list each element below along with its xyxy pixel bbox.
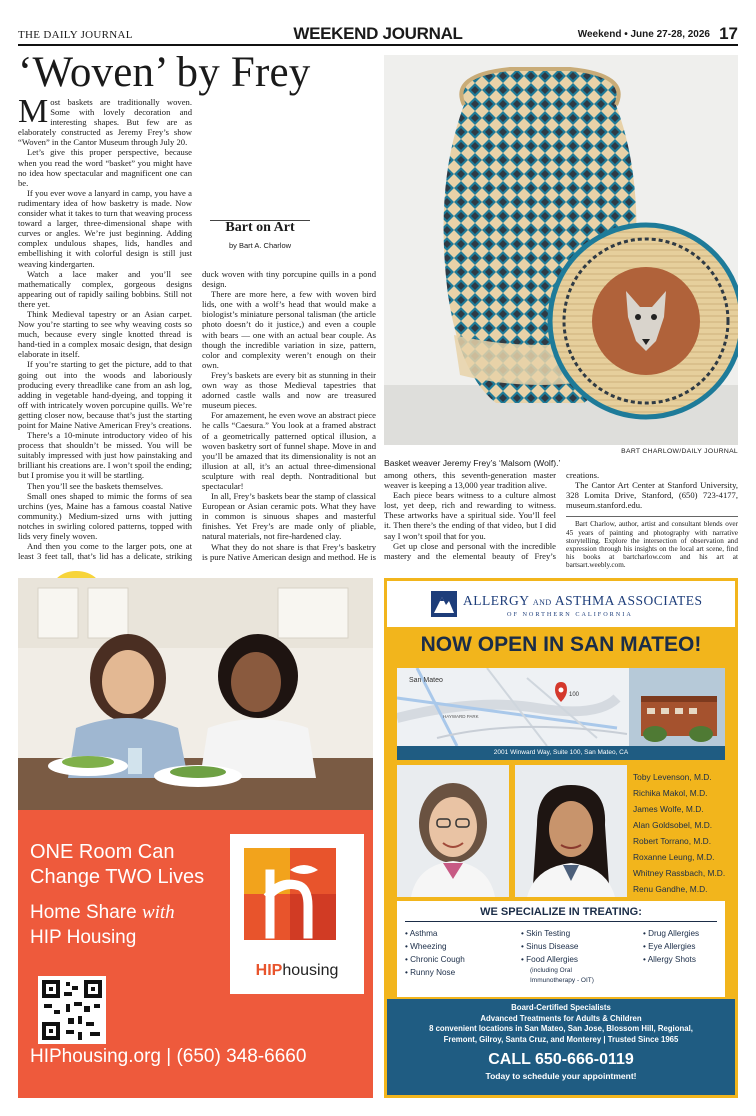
practice-subtitle: OF NORTHERN CALIFORNIA bbox=[507, 611, 633, 618]
map-label: San Mateo bbox=[409, 677, 443, 684]
treatment-item: • Food Allergies bbox=[521, 955, 579, 964]
article-paragraph: What they do not share is that Frey’s basketry is pure Native American design and method. He is bbox=[202, 541, 376, 562]
article-paragraph: The Cantor Art Center at Stanford University, 328 Lomita Drive, Stanford, (650) 723-4177, museum.stanford.edu. bbox=[566, 480, 738, 511]
hip-logo-text: HIPhousing bbox=[255, 962, 339, 979]
article-paragraph: And then you come to the larger pots, one at least 3 feet tall, that’s lid has a delicate, striking duck woven with tiny porcupine quills in a pond design. bbox=[18, 269, 376, 562]
treatment-item: • Wheezing bbox=[405, 942, 447, 951]
treatment-item: • Skin Testing bbox=[521, 929, 571, 938]
basket-illustration bbox=[384, 55, 738, 445]
column-byline: by Bart A. Charlow bbox=[228, 241, 292, 250]
call-phone-link[interactable]: CALL 650-666-0119 bbox=[488, 1051, 634, 1068]
drop-cap: M bbox=[18, 93, 49, 130]
article-paragraph: For amazement, he even wove an abstract piece he calls “Caesura.” You look at a framed abstract of a geometrically patterned optical illusion, a woven basketry sort of funnel shape. Move in and you’ll be amazed that its dimensionality is not an illusion at all, it’s an actual three-dimensional sculpture with real depth. Nontraditional but spectacular! bbox=[202, 410, 376, 491]
doctor-name: Toby Levenson, M.D. bbox=[633, 772, 712, 782]
article-paragraph: Let’s give this proper perspective, because when you read the word “basket” you might have no idea how spectacular and magnificent one can be. bbox=[18, 147, 192, 188]
article-paragraph: If you ever wove a lanyard in camp, you have a rudimentary idea of how basketry is made. Now consider what it takes to turn that weaving process toward a larger, three-dimensional shape with curves or angles. We’re just beginning. Adding complex undulous shapes, lids, handles and embellishing it with colorful design is still just weaving kindergarten. bbox=[18, 187, 192, 269]
clinic-address: 2001 Winward Way, Suite 100, San Mateo, CA bbox=[397, 746, 725, 760]
article-paragraph: There’s a 10-minute introductory video of his process that shouldn’t be missed. You will be suitably impressed with just how painstaking and brilliant his creations are. I won’t spoil the ending; but I promise you it will be startling. bbox=[18, 430, 192, 481]
treatment-list bbox=[405, 927, 515, 979]
hip-housing-ad[interactable] bbox=[18, 578, 373, 1098]
mountain-logo-icon bbox=[431, 591, 457, 617]
article-paragraph: Think Medieval tapestry or an Asian carpet. Now you’re starting to see why weaving costs so much, because every single knotted thread is hand-tied in a complex mosaic design, that design elaborate in itself. bbox=[18, 308, 192, 360]
hip-housing-logo bbox=[230, 834, 364, 994]
practice-name: ALLERGY AND ASTHMA ASSOCIATES bbox=[463, 593, 703, 608]
treatment-item: • Sinus Disease bbox=[521, 942, 579, 951]
treatment-list bbox=[643, 927, 733, 966]
treatment-item: • Eye Allergies bbox=[643, 942, 696, 951]
doctor-list bbox=[633, 769, 733, 897]
treatment-item: • Runny Nose bbox=[405, 968, 456, 977]
doctor-name: Roxanne Leung, M.D. bbox=[633, 852, 715, 862]
allergy-asthma-ad[interactable] bbox=[384, 578, 738, 1098]
section-title: WEEKEND JOURNAL bbox=[293, 24, 463, 43]
photo-credit: BART CHARLOW/DAILY JOURNAL bbox=[621, 448, 738, 455]
article-paragraph: Frey’s baskets are every bit as stunning in their own way as those Medieval tapestries that adorned castle walls and now are treasured museum pieces. bbox=[202, 369, 376, 411]
page-number: 17 bbox=[719, 24, 738, 43]
treatment-item: • Asthma bbox=[405, 929, 438, 938]
doctor-name: Whitney Rassbach, M.D. bbox=[633, 868, 726, 878]
author-bio: Bart Charlow, author, artist and consultant blends over 45 years of painting and photography with narrative storytelling. Explore the intersection of observation and expression through his insights on the local art scene, find his books at bartcharlow.com and his art at bartsart.weebly.com. bbox=[566, 516, 738, 569]
treatment-item: • Chronic Cough bbox=[405, 955, 465, 964]
issue-date: Weekend • June 27-28, 2026 bbox=[577, 29, 710, 40]
hip-ad-subheading: Home Share with HIP Housing bbox=[30, 902, 175, 948]
doctor-photo bbox=[397, 765, 509, 897]
call-subtext: Today to schedule your appointment! bbox=[485, 1071, 637, 1081]
hip-contact[interactable]: HIPhousing.org | (650) 348-6660 bbox=[30, 1046, 307, 1067]
map-graphic bbox=[397, 668, 725, 746]
hip-logo-icon bbox=[230, 834, 364, 954]
article-body bbox=[18, 93, 376, 567]
treatment-item: • Drug Allergies bbox=[643, 929, 700, 938]
treatment-list bbox=[521, 927, 631, 986]
treatment-item: • Allergy Shots bbox=[643, 955, 696, 964]
article-headline: ‘Woven’ by Frey bbox=[18, 49, 311, 96]
photo-caption: Basket weaver Jeremy Frey’s ‘Malsom (Wolf).’ bbox=[384, 458, 561, 468]
column-logo bbox=[202, 95, 376, 263]
article-paragraph: There are more here, a few with woven bird lids, one with a wolf’s head that would make a biologist’s miniature personal talisman (the article photo doesn’t do it justice,) and even a couple with bears — one with an actual bear couple. As though the incredible variation in size, pattern, color and complexity weren’t enough on their own. bbox=[202, 289, 376, 370]
map-label: 100 bbox=[569, 692, 580, 698]
hip-ad-photo bbox=[18, 578, 373, 810]
article-continued bbox=[384, 470, 738, 570]
treatment-note: (including Oral bbox=[530, 967, 572, 974]
treatments-heading: WE SPECIALIZE IN TREATING: bbox=[480, 906, 642, 918]
paper-name: THE DAILY JOURNAL bbox=[18, 29, 133, 41]
hip-ad-heading: ONE Room Can Change TWO Lives bbox=[30, 841, 205, 888]
divider bbox=[405, 921, 717, 922]
article-paragraph: If you’re starting to get the picture, add to that going out into the woods and laboriously producing every threadlike cane from an ash log, adding in vegetable hand-dyeing, and topping it off with intricately woven porcupine quills. We’re getting closer now, because that’s just the starting point for Maine Native American Frey’s creations. bbox=[18, 359, 192, 430]
treatment-note: Immunotherapy - OIT) bbox=[530, 977, 594, 984]
article-paragraph: In all, Frey’s baskets bear the stamp of classical European or Asian ceramic pots. What they have in common is sinuous shapes and masterful finishes. Yet Frey’s are made only of pliable, natural materials, not fire-hardened clay. bbox=[202, 491, 376, 542]
doctor-name: Alan Goldsobel, M.D. bbox=[633, 820, 713, 830]
doctor-name: James Wolfe, M.D. bbox=[633, 804, 704, 814]
masthead bbox=[18, 24, 738, 46]
qr-code-icon[interactable] bbox=[38, 976, 106, 1044]
doctor-photo bbox=[515, 765, 627, 897]
ad-headline: NOW OPEN IN SAN MATEO! bbox=[420, 633, 702, 656]
practice-details: Board-Certified Specialists Advanced Treatments for Adults & Children 8 convenient locations in San Mateo, San Jose, Blossom Hill, Regional, Fremont, Gilroy, Santa Cruz, and Monterey | Trusted Since 1965 bbox=[429, 1003, 693, 1044]
column-title: Bart on Art bbox=[210, 220, 310, 233]
article-paragraph: Small ones shaped to mimic the forms of sea urchins (yes, Maine has a famous coastal Native community.) Medium-sized urns with jutting notches in swirling colored patterns, topped with lids very finely woven. bbox=[18, 490, 192, 542]
article-paragraph: Each piece bears witness to a culture almost lost, yet deep, rich and rewarding to witness. These artworks have a spiritual side. You’ll feel it. Then there’s the ending of that video, but I did say I won’t spoil that for you. bbox=[384, 490, 556, 541]
doctor-name: Robert Torrano, M.D. bbox=[633, 836, 712, 846]
basket-photo bbox=[384, 55, 738, 445]
article-paragraph: Watch a lace maker and you’ll see mathematically complex, gorgeous designs appearing out of rapidly sailing bobbins. Still not there yet. bbox=[18, 268, 192, 309]
article-paragraph: among others, this seventh-generation master weaver is keeping a 13,000 year tradition alive. bbox=[384, 470, 556, 491]
doctor-name: Renu Gandhe, M.D. bbox=[633, 884, 708, 894]
doctor-name: Richika Makol, M.D. bbox=[633, 788, 708, 798]
article-paragraph: Get up close and personal with the incredible mastery and the elemental beauty of Frey’s creations. bbox=[384, 470, 600, 561]
article-paragraph: Then you’ll see the baskets themselves. bbox=[27, 480, 164, 491]
article-paragraph: Most baskets are traditionally woven. Some with lovely decoration and interesting shapes. But few are as elaborately constructed as Jeremy Frey’s show “Woven” in the Cantor Museum through July 20. bbox=[18, 93, 192, 148]
map-label: HAYWARD PARK bbox=[443, 714, 479, 719]
